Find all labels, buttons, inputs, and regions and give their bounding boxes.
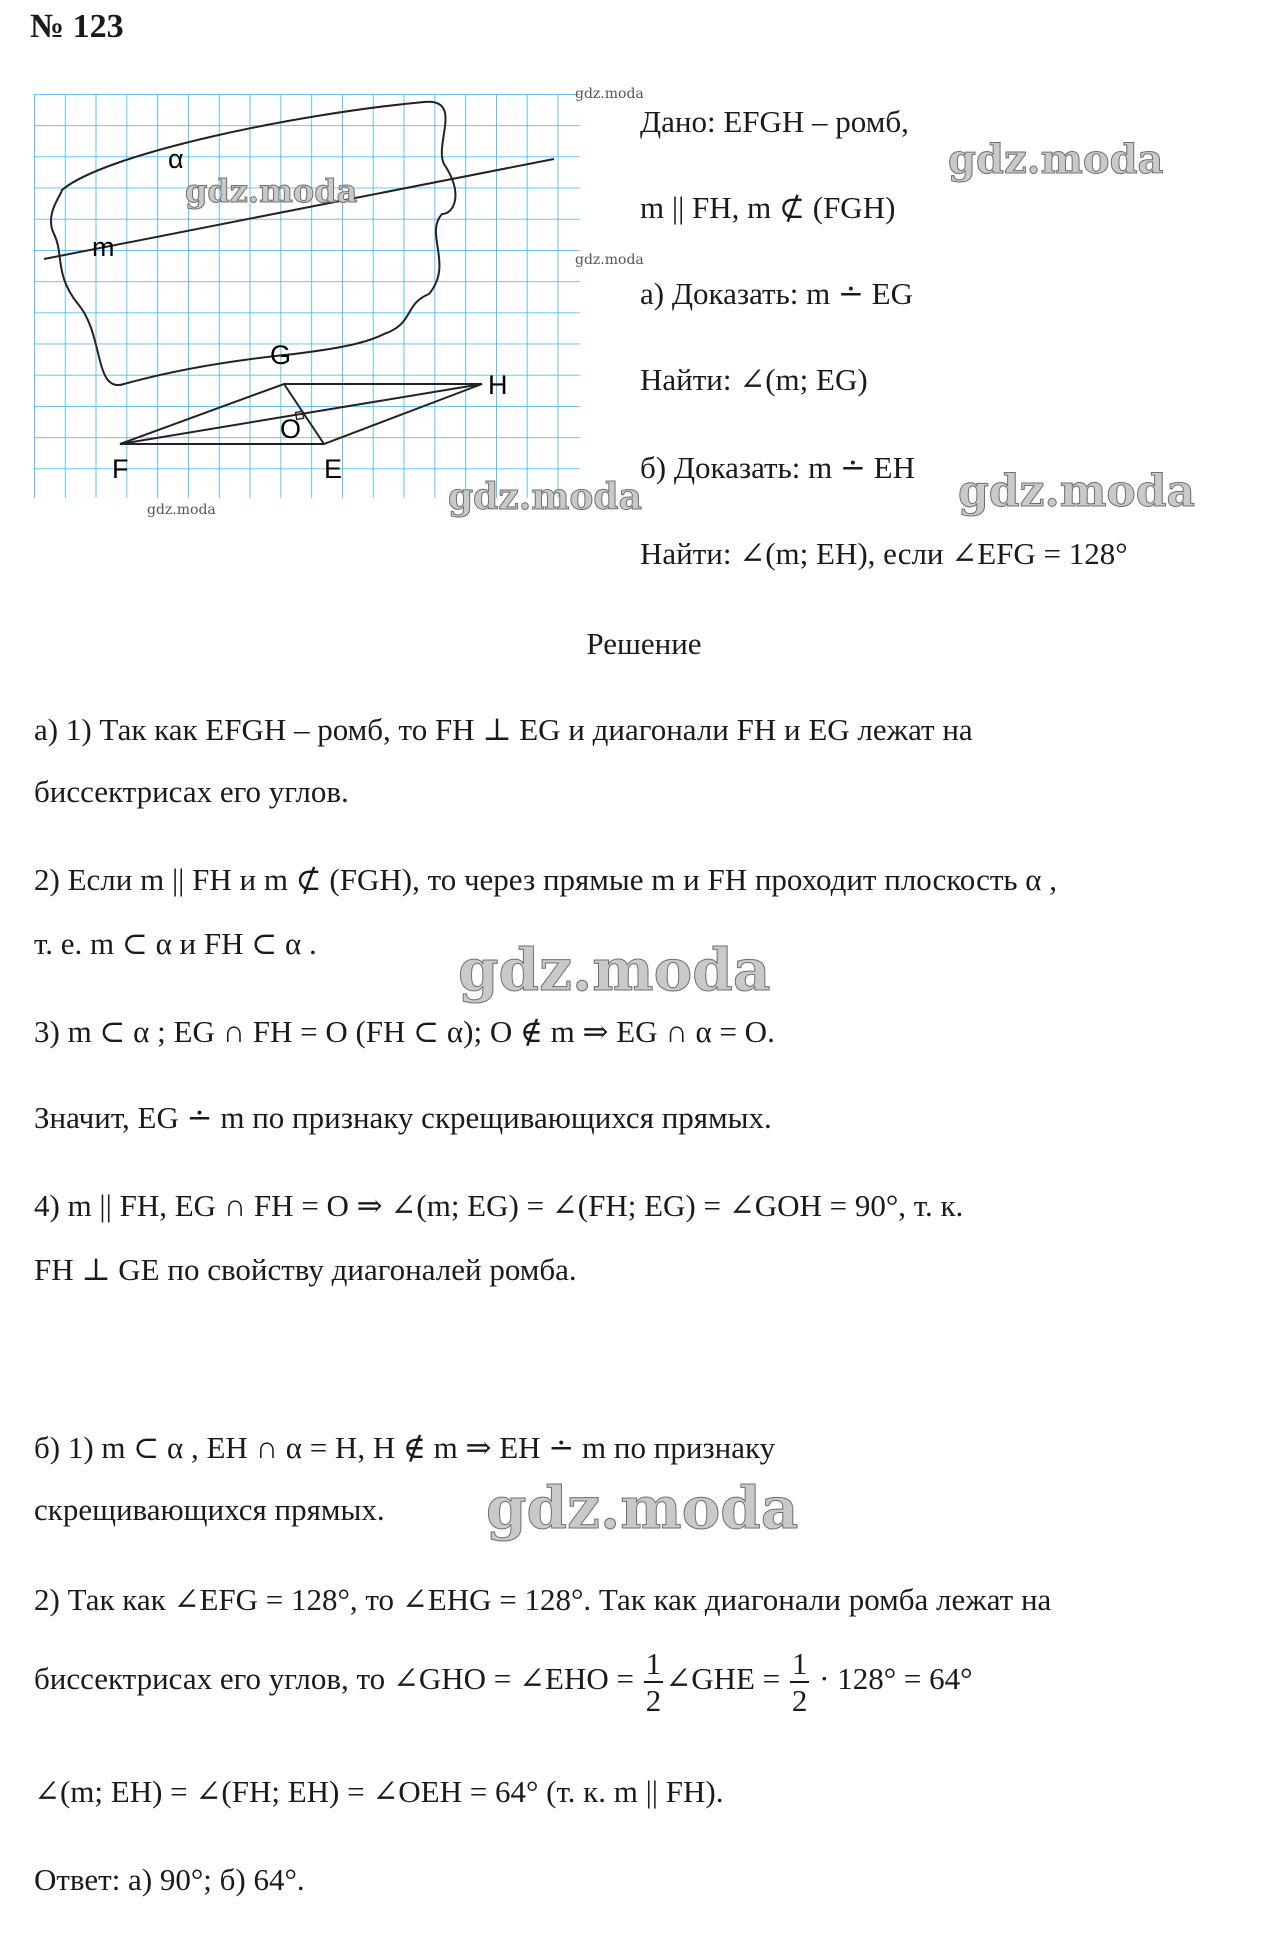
watermark-given-1: gdz.moda [948, 136, 1164, 183]
fraction-1-numerator: 1 [645, 1646, 662, 1681]
figure-rhombus-plane [34, 94, 580, 506]
watermark-middle: gdz.moda [458, 936, 771, 1004]
label-m: m [92, 232, 115, 262]
part-b-line-4 [34, 1648, 973, 1716]
watermark-figure-bottom: gdz.moda [448, 476, 642, 518]
part-a-line-1: а) 1) Так как EFGH – ромб, то FH ⊥ EG и диагонали FH и EG лежат на [34, 712, 973, 747]
solution-heading: Решение [586, 626, 702, 661]
part-b-line-5: ∠(m; EH) = ∠(FH; EH) = ∠OEH = 64° (т. к. m || FH). [34, 1774, 724, 1809]
part-b-line-3: 2) Так как ∠EFG = 128°, то ∠EHG = 128°. Так как диагонали ромба лежат на [34, 1582, 1052, 1617]
fraction-2-denominator: 2 [791, 1683, 808, 1718]
given-line-6: Найти: ∠(m; EH), если ∠EFG = 128° [640, 536, 1128, 571]
fraction-half-2 [790, 1648, 810, 1716]
part-a-line-7: 4) m || FH, EG ∩ FH = O ⇒ ∠(m; EG) = ∠(FH; EG) = ∠GOH = 90°, т. к. [34, 1188, 964, 1223]
part-b-line-4-start: биссектрисах его углов, то ∠GHO = ∠EHO = [34, 1661, 642, 1697]
fraction-half-1 [644, 1648, 664, 1716]
watermark-small-2: gdz.moda [575, 252, 644, 268]
part-a-line-2: биссектрисах его углов. [34, 774, 349, 809]
watermark-figure: gdz.moda [185, 172, 358, 210]
label-f: F [112, 454, 129, 484]
watermark-small-1: gdz.moda [575, 86, 644, 102]
watermark-bottom: gdz.moda [486, 1474, 799, 1542]
given-line-2: m || FH, m ⊄ (FGH) [640, 190, 896, 225]
part-b-line-4-middle: ∠GHE = [665, 1661, 788, 1697]
part-b-line-1: б) 1) m ⊂ α , EH ∩ α = H, H ∉ m ⇒ EH ∸ m по признаку [34, 1430, 776, 1465]
label-e: E [324, 454, 343, 484]
label-alpha: α [168, 144, 184, 174]
given-line-5: б) Доказать: m ∸ EH [640, 450, 916, 485]
part-a-line-3: 2) Если m || FH и m ⊄ (FGH), то через прямые m и FH проходит плоскость α , [34, 862, 1058, 897]
problem-number: № 123 [30, 8, 124, 45]
grid-background [34, 94, 580, 498]
part-a-line-6: Значит, EG ∸ m по признаку скрещивающихся прямых. [34, 1100, 772, 1135]
part-a-line-8: FH ⊥ GE по свойству диагоналей ромба. [34, 1252, 577, 1287]
fraction-2-numerator: 1 [791, 1646, 808, 1681]
answer: Ответ: а) 90°; б) 64°. [34, 1862, 305, 1897]
part-a-line-5: 3) m ⊂ α ; EG ∩ FH = O (FH ⊂ α); O ∉ m ⇒ EG ∩ α = O. [34, 1014, 775, 1049]
given-line-4: Найти: ∠(m; EG) [640, 362, 868, 397]
given-line-3: а) Доказать: m ∸ EG [640, 276, 913, 311]
label-h: H [488, 370, 508, 400]
figure-svg [34, 94, 580, 506]
watermark-given-2: gdz.moda [958, 466, 1196, 517]
part-b-line-4-end: · 128° = 64° [811, 1661, 973, 1697]
part-b-line-2: скрещивающихся прямых. [34, 1492, 385, 1527]
part-a-line-4: т. е. m ⊂ α и FH ⊂ α . [34, 926, 317, 961]
fraction-1-denominator: 2 [645, 1683, 662, 1718]
given-line-1: Дано: EFGH – ромб, [640, 104, 909, 139]
label-g: G [270, 340, 292, 370]
watermark-small-3: gdz.moda [147, 502, 216, 518]
label-o: O [280, 414, 302, 444]
